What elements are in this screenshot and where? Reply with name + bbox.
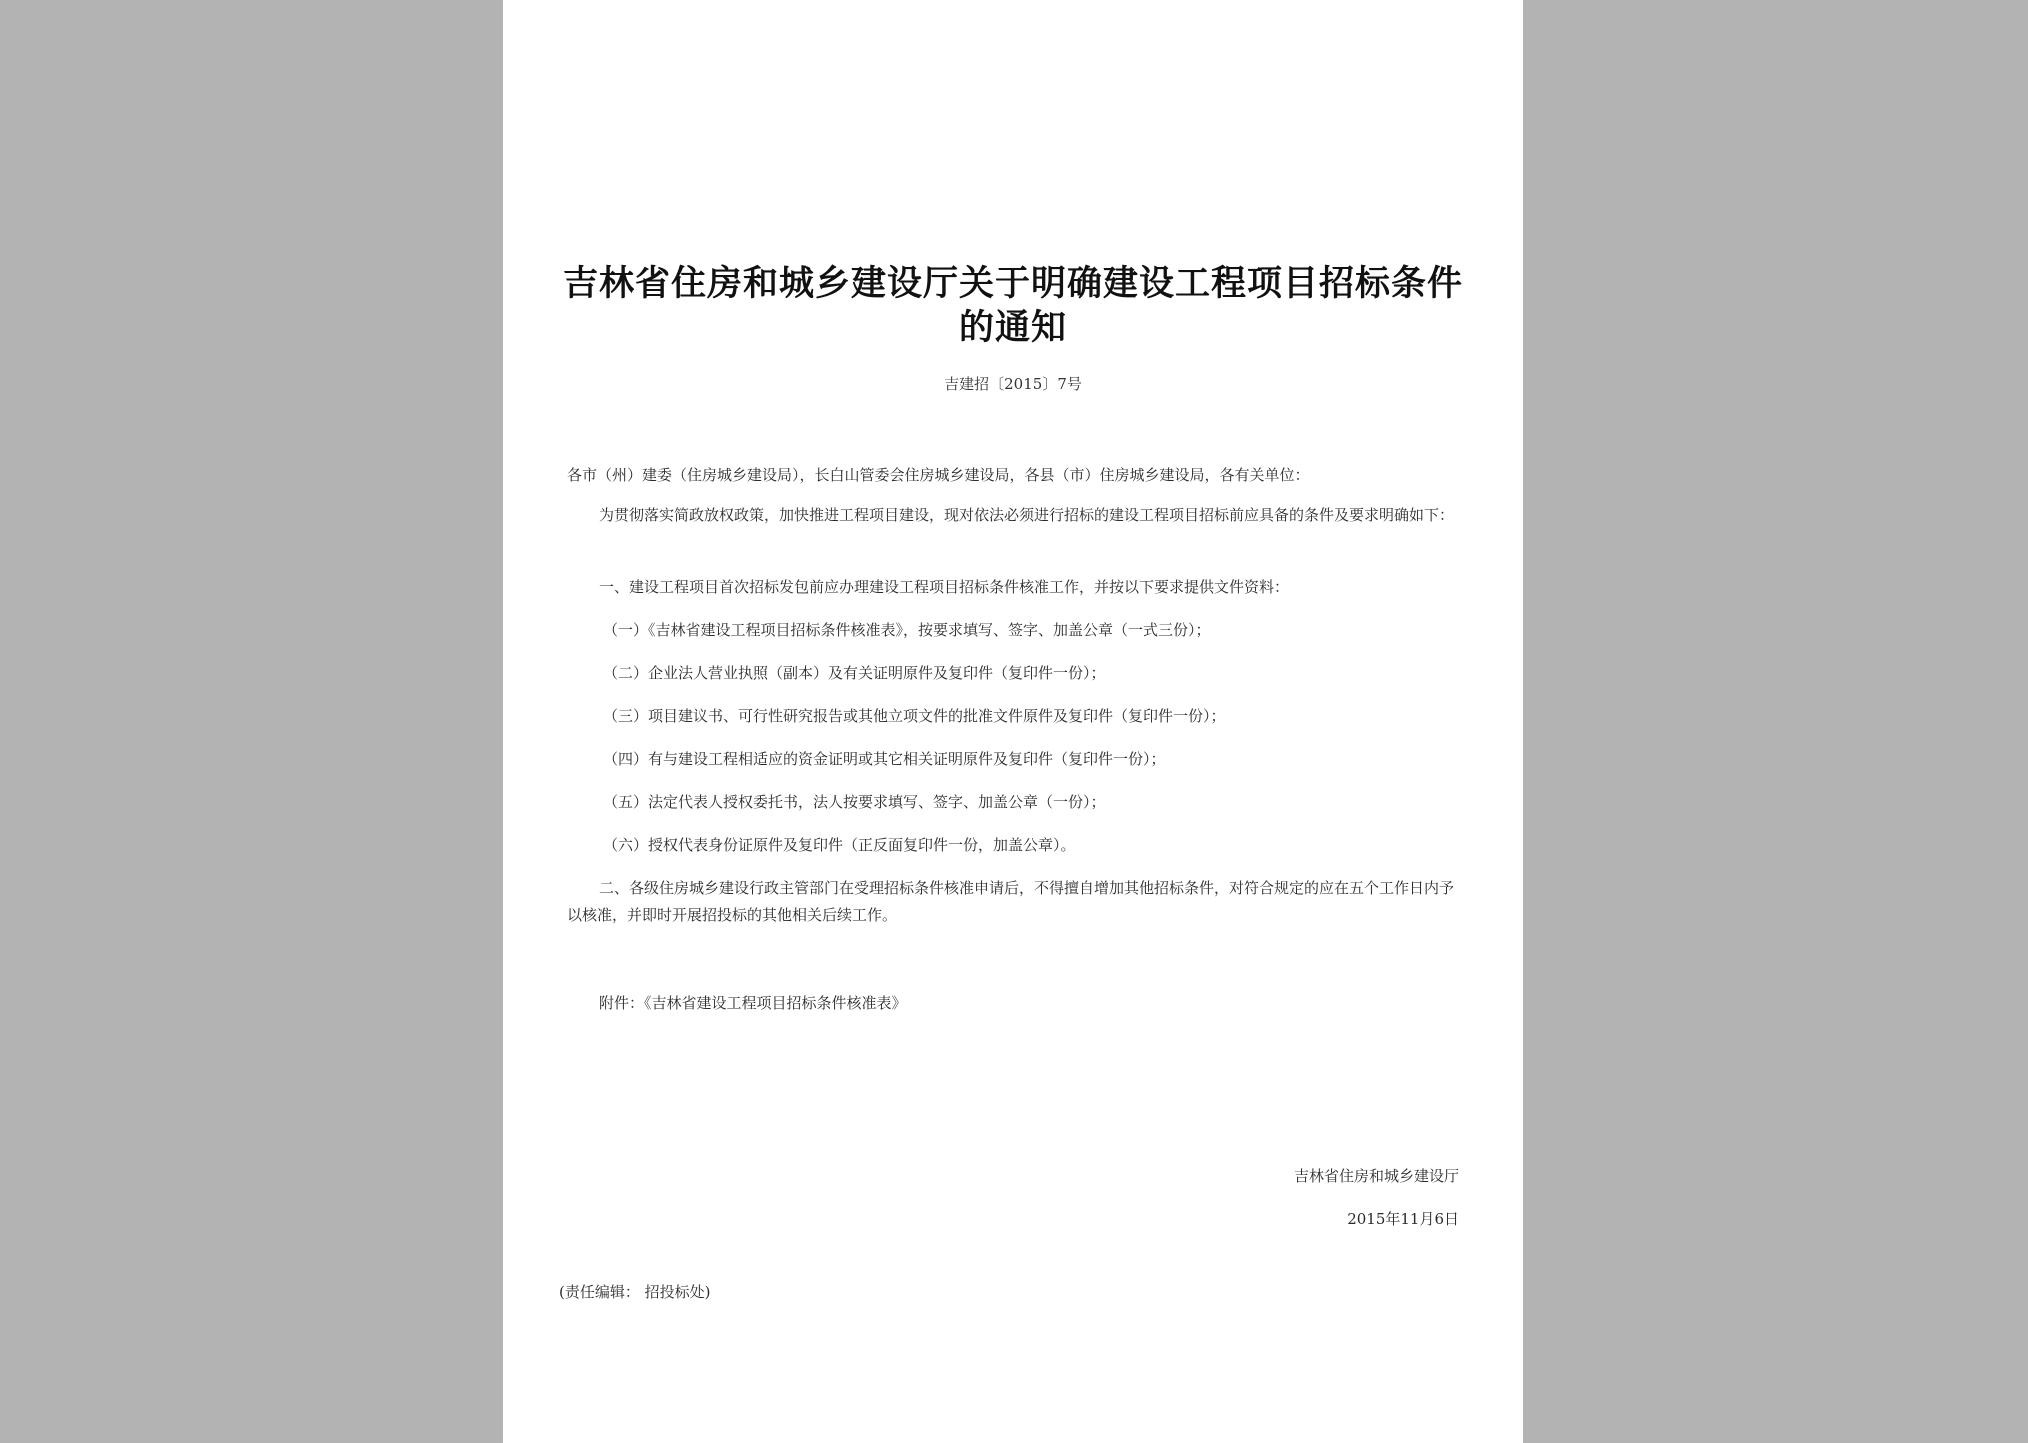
list-item: （五）法定代表人授权委托书，法人按要求填写、签字、加盖公章（一份）； (603, 793, 1106, 811)
salutation: 各市（州）建委（住房城乡建设局），长白山管委会住房城乡建设局，各县（市）住房城乡建设局，各有关单位： (567, 466, 1310, 484)
list-item: （三）项目建议书、可行性研究报告或其他立项文件的批准文件原件及复印件（复印件一份）； (603, 707, 1226, 725)
issuer-name: 吉林省住房和城乡建设厅 (1293, 1167, 1459, 1185)
list-item: （一）《吉林省建设工程项目招标条件核准表》，按要求填写、签字、加盖公章（一式三份）； (603, 621, 1211, 639)
attachment-note: 附件：《吉林省建设工程项目招标条件核准表》 (599, 994, 907, 1012)
issue-date: 2015年11月6日 (1347, 1210, 1459, 1228)
list-item: （四）有与建设工程相适应的资金证明或其它相关证明原件及复印件（复印件一份）； (603, 750, 1166, 768)
document-number: 吉建招〔2015〕7号 (944, 375, 1082, 393)
document-title: 吉林省住房和城乡建设厅关于明确建设工程项目招标条件的通知 (563, 264, 1464, 348)
list-item: （二）企业法人营业执照（副本）及有关证明原件及复印件（复印件一份）； (603, 664, 1106, 682)
intro-paragraph: 为贯彻落实简政放权政策，加快推进工程项目建设，现对依法必须进行招标的建设工程项目招标前应具备的条件及要求明确如下： (599, 506, 1455, 524)
section-one-heading: 一、建设工程项目首次招标发包前应办理建设工程项目招标条件核准工作，并按以下要求提供文件资料： (599, 578, 1290, 596)
section-two-paragraph: 二、各级住房城乡建设行政主管部门在受理招标条件核准申请后，不得擅自增加其他招标条件，对符合规定的应在五个工作日内予以核准，并即时开展招投标的其他相关后续工作。 (567, 879, 1455, 924)
editor-note: (责任编辑： 招投标处) (559, 1283, 711, 1301)
list-item: （六）授权代表身份证原件及复印件（正反面复印件一份，加盖公章）。 (603, 836, 1076, 854)
document-page (503, 0, 1523, 1443)
